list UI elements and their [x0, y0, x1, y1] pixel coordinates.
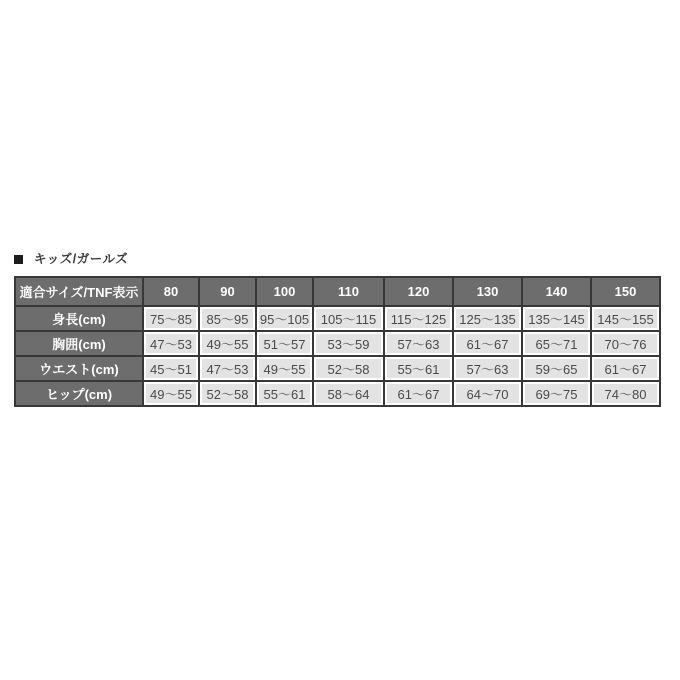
table-cell: 61〜67: [591, 356, 660, 381]
square-bullet-icon: [14, 255, 23, 264]
table-row: [15, 356, 660, 381]
row-header: ヒップ(cm): [15, 381, 143, 406]
size-column-header: 80: [143, 277, 199, 306]
table-cell: 57〜63: [453, 356, 522, 381]
table-cell: 58〜64: [313, 381, 384, 406]
table-header-row: [15, 277, 660, 306]
table-cell: 49〜55: [256, 356, 313, 381]
table-row: [15, 331, 660, 356]
table-cell: 55〜61: [384, 356, 453, 381]
table-cell: 55〜61: [256, 381, 313, 406]
size-column-header: 130: [453, 277, 522, 306]
table-cell: 59〜65: [522, 356, 591, 381]
section-title-text: キッズ/ガールズ: [34, 252, 129, 267]
table-cell: 135〜145: [522, 306, 591, 331]
size-column-header: 150: [591, 277, 660, 306]
table-cell: 47〜53: [143, 331, 199, 356]
section-title: [14, 253, 660, 266]
row-header: 身長(cm): [15, 306, 143, 331]
size-chart-section: [14, 253, 660, 407]
table-cell: 70〜76: [591, 331, 660, 356]
table-cell: 61〜67: [384, 381, 453, 406]
table-corner-header: 適合サイズ/TNF表示: [15, 277, 143, 306]
table-cell: 51〜57: [256, 331, 313, 356]
table-cell: 69〜75: [522, 381, 591, 406]
table-cell: 57〜63: [384, 331, 453, 356]
table-cell: 61〜67: [453, 331, 522, 356]
row-header: 胸囲(cm): [15, 331, 143, 356]
size-column-header: 90: [199, 277, 256, 306]
size-column-header: 110: [313, 277, 384, 306]
table-row: [15, 306, 660, 331]
size-column-header: 100: [256, 277, 313, 306]
table-cell: 74〜80: [591, 381, 660, 406]
table-cell: 47〜53: [199, 356, 256, 381]
table-cell: 85〜95: [199, 306, 256, 331]
table-cell: 65〜71: [522, 331, 591, 356]
table-cell: 64〜70: [453, 381, 522, 406]
size-column-header: 140: [522, 277, 591, 306]
table-cell: 52〜58: [313, 356, 384, 381]
table-cell: 125〜135: [453, 306, 522, 331]
row-header: ウエスト(cm): [15, 356, 143, 381]
table-cell: 115〜125: [384, 306, 453, 331]
table-cell: 52〜58: [199, 381, 256, 406]
table-cell: 95〜105: [256, 306, 313, 331]
table-cell: 49〜55: [199, 331, 256, 356]
table-cell: 53〜59: [313, 331, 384, 356]
table-cell: 105〜115: [313, 306, 384, 331]
size-column-header: 120: [384, 277, 453, 306]
table-row: [15, 381, 660, 406]
size-chart-table: [14, 276, 661, 407]
table-cell: 145〜155: [591, 306, 660, 331]
table-cell: 75〜85: [143, 306, 199, 331]
table-cell: 49〜55: [143, 381, 199, 406]
table-cell: 45〜51: [143, 356, 199, 381]
